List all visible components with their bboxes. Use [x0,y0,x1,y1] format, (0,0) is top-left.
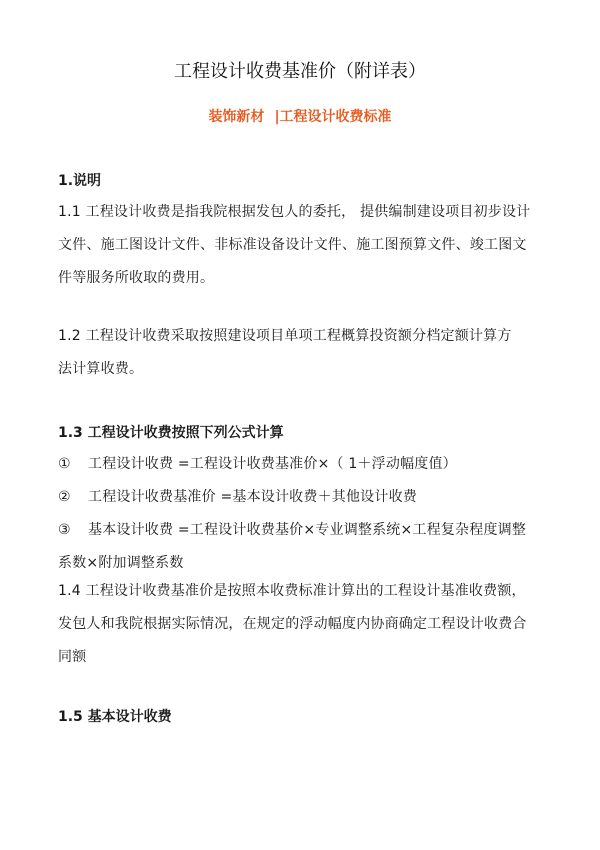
formula-number: ③ [58,522,71,538]
paragraph-line: 文件、施工图设计文件、非标准设备设计文件、施工图预算文件、竣工图文 [58,237,527,253]
paragraph-line: 法计算收费。 [58,361,144,377]
formula-item [58,481,548,514]
formula-number: ② [58,489,71,505]
formula-text: 工程设计收费 =工程设计收费基准价×（ 1＋浮动幅度值） [88,456,457,472]
paragraph-line: 1.2 工程设计收费采取按照建设项目单项工程概算投资额分档定额计算方 [58,328,512,344]
formula-number: ① [58,456,71,472]
section-heading-1: 1.说明 [58,173,102,189]
document-title: 工程设计收费基准价（附详表） [174,61,426,82]
subtitle-topic: |工程设计收费标准 [274,109,392,125]
paragraph-1-4 [58,575,548,674]
formula-continuation: 系数×附加调整系数 [58,555,184,571]
formula-item [58,514,548,547]
document-subtitle [0,105,600,129]
paragraph-line: 1.1 工程设计收费是指我院根据发包人的委托， 提供编制建设项目初步设计 [58,204,531,220]
formula-text: 基本设计收费 =工程设计收费基价×专业调整系统×工程复杂程度调整 [88,522,527,538]
paragraph-line: 发包人和我院根据实际情况，在规定的浮动幅度内协商确定工程设计收费合 [58,616,527,632]
section-heading-1-3: 1.3 工程设计收费按照下列公式计算 [58,425,284,441]
paragraph-1-2 [58,320,548,386]
paragraph-line: 件等服务所收取的费用。 [58,270,215,286]
formula-list [58,448,548,580]
formula-text: 工程设计收费基准价 =基本设计收费＋其他设计收费 [88,489,417,505]
paragraph-line: 1.4 工程设计收费基准价是按照本收费标准计算出的工程设计基准收费额， [58,583,526,599]
subtitle-brand: 装饰新材 [208,109,265,125]
section-heading-1-5: 1.5 基本设计收费 [58,709,172,725]
paragraph-line: 同额 [58,649,87,665]
formula-item [58,448,548,481]
paragraph-1-1 [58,196,548,295]
